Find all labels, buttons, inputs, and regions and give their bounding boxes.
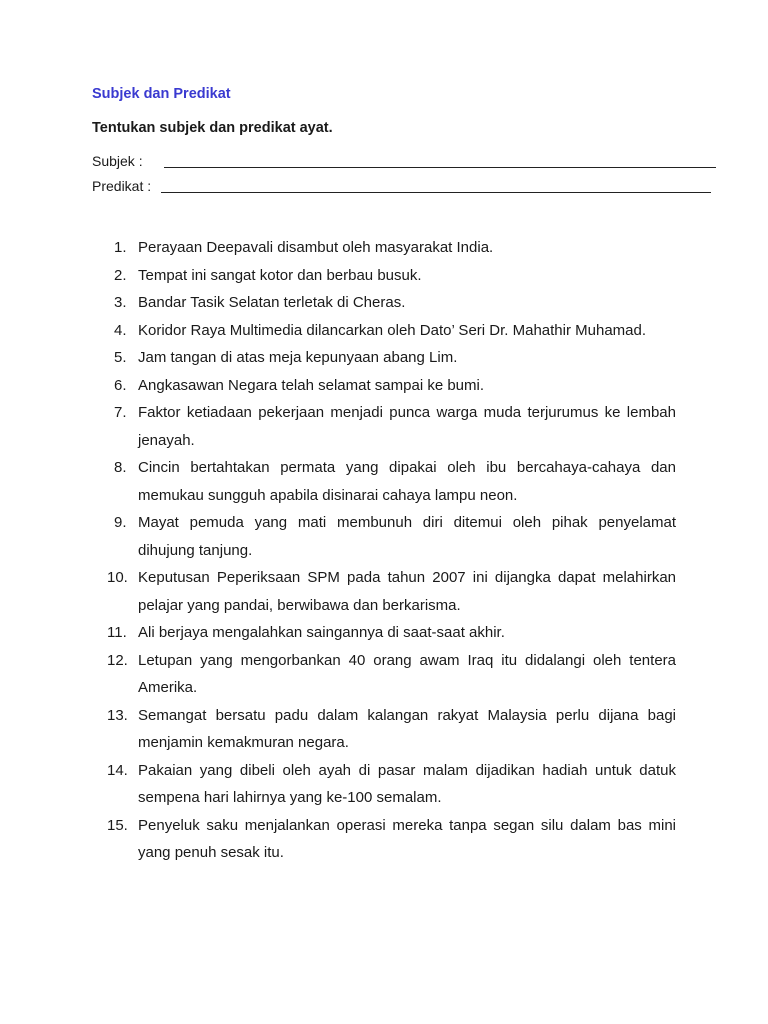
item-number: 3. — [114, 294, 127, 311]
item-text: Bandar Tasik Selatan terletak di Cheras. — [138, 294, 406, 311]
list-item — [107, 399, 676, 454]
list-item — [107, 647, 676, 702]
list-item — [107, 372, 676, 400]
item-text: Tempat ini sangat kotor dan berbau busuk. — [138, 266, 422, 284]
item-text: Koridor Raya Multimedia dilancarkan oleh Dato’ Seri Dr. Mahathir Muhamad. — [138, 321, 647, 339]
list-item — [107, 509, 676, 564]
list-item — [107, 619, 676, 647]
item-number: 5. — [114, 349, 127, 366]
list-item — [107, 317, 676, 345]
item-number: 15. — [107, 816, 128, 834]
subjek-label: Subjek : — [92, 153, 143, 169]
item-number: 7. — [114, 404, 127, 421]
item-text: Keputusan Peperiksaan SPM pada tahun 2007 ini dijangka dapat melahirkan pelajar yang pandai, berwibawa dan berkarisma. — [138, 569, 676, 614]
item-text: Perayaan Deepavali disambut oleh masyarakat India. — [138, 239, 494, 256]
item-number: 8. — [114, 459, 127, 476]
item-number: 13. — [107, 706, 128, 724]
item-text: Angkasawan Negara telah selamat sampai ke bumi. — [138, 376, 485, 394]
item-number: 12. — [107, 651, 128, 669]
subjek-blank-line[interactable] — [164, 167, 716, 168]
list-item — [107, 289, 676, 317]
list-item — [107, 344, 676, 372]
item-number: 9. — [114, 514, 127, 531]
item-text: Cincin bertahtakan permata yang dipakai oleh ibu bercahaya-cahaya dan memukau sungguh apabila disinarai cahaya lampu neon. — [138, 459, 676, 504]
predikat-answer-field[interactable] — [92, 176, 162, 196]
item-text: Penyeluk saku menjalankan operasi mereka tanpa segan silu dalam bas mini yang penuh sesak itu. — [138, 816, 676, 861]
item-text: Pakaian yang dibeli oleh ayah di pasar malam dijadikan hadiah untuk datuk sempena hari lahirnya yang ke-100 semalam. — [138, 761, 676, 806]
list-item — [107, 262, 676, 290]
worksheet-heading: Subjek dan Predikat — [92, 86, 231, 102]
list-item — [107, 234, 676, 262]
item-number: 4. — [114, 321, 127, 339]
item-text: Letupan yang mengorbankan 40 orang awam Iraq itu didalangi oleh tentera Amerika. — [138, 651, 676, 696]
list-item — [107, 564, 676, 619]
list-item — [107, 702, 676, 757]
worksheet-instruction: Tentukan subjek dan predikat ayat. — [92, 120, 333, 136]
item-number: 6. — [114, 376, 127, 394]
predikat-blank-line[interactable] — [161, 192, 711, 193]
item-text: Mayat pemuda yang mati membunuh diri ditemui oleh pihak penyelamat dihujung tanjung. — [138, 514, 676, 559]
list-item — [107, 757, 676, 812]
item-text: Semangat bersatu padu dalam kalangan rakyat Malaysia perlu dijana bagi menjamin kemakmuran negara. — [138, 706, 676, 751]
list-item — [107, 454, 676, 509]
item-number: 1. — [114, 239, 127, 256]
item-text: Faktor ketiadaan pekerjaan menjadi punca warga muda terjurumus ke lembah jenayah. — [138, 404, 676, 449]
item-text: Jam tangan di atas meja kepunyaan abang Lim. — [138, 349, 458, 366]
item-number: 11. — [107, 624, 127, 641]
subjek-answer-field[interactable] — [92, 151, 162, 171]
item-text: Ali berjaya mengalahkan saingannya di saat-saat akhir. — [138, 624, 505, 641]
sentence-list — [107, 234, 676, 867]
list-item — [107, 812, 676, 867]
item-number: 14. — [107, 761, 128, 779]
predikat-label: Predikat : — [92, 178, 152, 194]
item-number: 10. — [107, 569, 128, 586]
item-number: 2. — [114, 266, 127, 284]
